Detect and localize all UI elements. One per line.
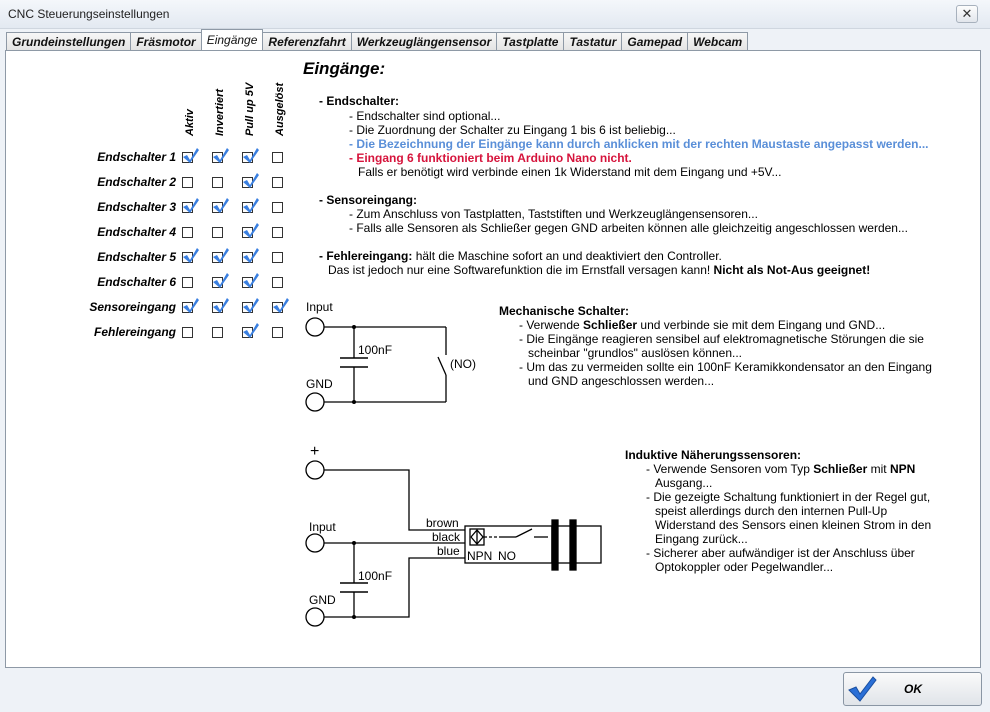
column-header-aktiv: Aktiv [184,109,196,136]
wire-blue-label: blue [437,544,460,558]
row-label-sensoreingang: Sensoreingang [89,300,176,314]
checkbox-invertiert-row-2[interactable] [212,177,223,188]
column-header-pullup: Pull up 5V [244,82,256,136]
diagram2-gnd-label: GND [309,593,336,607]
tab-eingaenge[interactable]: Eingänge [201,29,264,50]
checkbox-aktiv-row-3[interactable] [182,202,193,213]
checkbox-ausgeloest-row-1[interactable] [272,152,283,163]
column-header-invertiert: Invertiert [214,88,226,136]
tab-tastatur[interactable]: Tastatur [563,32,622,50]
checkbox-invertiert-row-7[interactable] [212,302,223,313]
diagram2-cap-label: 100nF [358,569,393,583]
sensor-line-2: - Falls alle Sensoren als Schließer gegen GND arbeiten können alle gleichzeitig angeschlossen werden... [349,221,908,235]
fehler-line-2 [328,263,870,277]
row-label-endschalter-4: Endschalter 4 [97,225,176,239]
checkbox-ausgeloest-row-8[interactable] [272,327,283,338]
mech-line-2b: scheinbar "grundlos" auslösen können... [528,346,742,360]
checkbox-pullup-row-2[interactable] [242,177,253,188]
mech-line-3b: und GND angeschlossen werden... [528,374,715,388]
sensor-line-1: - Zum Anschluss von Tastplatten, Taststiften und Werkzeuglängensensoren... [349,207,758,221]
fehler-line-1 [319,249,722,263]
gnd-terminal [306,393,324,411]
diagram1-gnd-label: GND [306,377,333,391]
checkbox-aktiv-row-1[interactable] [182,152,193,163]
ok-button-label: OK [904,682,922,696]
sensor-title: - Sensoreingang: [319,193,418,207]
checkmark-icon [212,197,230,214]
checkmark-icon [242,322,260,339]
sensor-nut-2 [570,520,576,570]
tab-bar [6,30,747,50]
induktiv-line-2b: speist allerdings durch den internen Pull-Up [655,504,888,518]
checkmark-icon [242,222,260,239]
checkbox-pullup-row-1[interactable] [242,152,253,163]
input-terminal [306,318,324,336]
diagram1-input-label: Input [306,300,333,314]
checkmark-icon [242,197,260,214]
checkbox-ausgeloest-row-6[interactable] [272,277,283,288]
wire-black-label: black [432,530,461,544]
induktiv-line-1: - Verwende Sensoren vom Typ Schließer mit NPN [646,462,916,476]
checkmark-icon [212,272,230,289]
switch-contact [438,357,446,375]
row-label-endschalter-6: Endschalter 6 [97,275,176,289]
checkmark-icon [212,297,230,314]
mech-line-2: - Die Eingänge reagieren sensibel auf elektromagnetische Störungen die sie [519,332,924,346]
checkbox-ausgeloest-row-7[interactable] [272,302,283,313]
mech-title: Mechanische Schalter: [499,304,630,318]
checkbox-aktiv-row-4[interactable] [182,227,193,238]
checkbox-pullup-row-7[interactable] [242,302,253,313]
tab-grundeinstellungen[interactable]: Grundeinstellungen [6,32,131,50]
checkbox-aktiv-row-6[interactable] [182,277,193,288]
fehler-text: hält die Maschine sofort an und deaktiviert den Controller. [415,249,722,263]
induktiv-line-2: - Die gezeigte Schaltung funktioniert in der Regel gut, [646,490,931,504]
checkmark-icon [272,297,290,314]
checkmark-icon [182,147,200,164]
checkbox-pullup-row-3[interactable] [242,202,253,213]
fehler-warning-bold: Nicht als Not-Aus geeignet! [713,263,871,277]
checkmark-icon [242,297,260,314]
sensor-nut-1 [552,520,558,570]
checkbox-invertiert-row-1[interactable] [212,152,223,163]
induktiv-line-2d: Eingang zurück... [655,532,748,546]
checkmark-icon [182,297,200,314]
tab-referenzfahrt[interactable]: Referenzfahrt [262,32,351,50]
checkbox-invertiert-row-8[interactable] [212,327,223,338]
inductive-sensor-diagram [296,441,616,641]
section-heading: Eingänge: [303,59,386,78]
tab-tastplatte[interactable]: Tastplatte [496,32,564,50]
tab-werkzeuglaengensensor[interactable]: Werkzeuglängensensor [351,32,497,50]
mechanical-switch-diagram [296,291,496,416]
diagram1-cap-label: 100nF [358,343,393,357]
checkbox-ausgeloest-row-4[interactable] [272,227,283,238]
fehler-warning: Das ist jedoch nur eine Softwarefunktion die im Ernstfall versagen kann! [328,263,711,277]
checkbox-aktiv-row-2[interactable] [182,177,193,188]
endschalter-line-5: Falls er benötigt wird verbinde einen 1k Widerstand mit dem Eingang und +5V... [358,165,782,179]
checkmark-icon [846,674,878,704]
close-button[interactable]: ✕ [956,5,978,23]
endschalter-line-3: - Die Bezeichnung der Eingänge kann durch anklicken mit der rechten Maustaste angepasst werden... [349,137,929,151]
sensor-switch [516,529,532,537]
checkbox-aktiv-row-5[interactable] [182,252,193,263]
induktiv-line-3: - Sicherer aber aufwändiger ist der Anschluss über [646,546,915,560]
ok-button[interactable] [843,672,982,706]
checkmark-icon [182,247,200,264]
wire-brown-label: brown [426,516,459,530]
tab-gamepad[interactable]: Gamepad [621,32,688,50]
checkmark-icon [242,172,260,189]
checkbox-ausgeloest-row-2[interactable] [272,177,283,188]
diagram1-switch-label: (NO) [450,357,476,371]
row-label-endschalter-2: Endschalter 2 [97,175,176,189]
plus-terminal [306,461,324,479]
sensor-no-label: NO [498,549,516,563]
induktiv-line-3b: Optokoppler oder Pegelwandler... [655,560,834,574]
endschalter-line-4: - Eingang 6 funktioniert beim Arduino Nano nicht. [349,151,632,165]
mech-line-1: - Verwende Schließer und verbinde sie mit dem Eingang und GND... [519,318,886,332]
checkbox-invertiert-row-5[interactable] [212,252,223,263]
checkbox-ausgeloest-row-5[interactable] [272,252,283,263]
window-title: CNC Steuerungseinstellungen [8,7,170,21]
checkbox-invertiert-row-3[interactable] [212,202,223,213]
checkbox-invertiert-row-6[interactable] [212,277,223,288]
row-label-endschalter-3: Endschalter 3 [97,200,176,214]
endschalter-line-1: - Endschalter sind optional... [349,109,501,123]
title-bar [0,0,990,29]
checkmark-icon [212,147,230,164]
checkbox-pullup-row-6[interactable] [242,277,253,288]
input-terminal-2 [306,534,324,552]
mech-line-3: - Um das zu vermeiden sollte ein 100nF Keramikkondensator an den Eingang [519,360,932,374]
diagram2-input-label: Input [309,520,336,534]
induktiv-title: Induktive Näherungssensoren: [625,448,802,462]
induktiv-line-1b: Ausgang... [655,476,713,490]
row-label-endschalter-5: Endschalter 5 [97,250,176,264]
row-label-endschalter-1: Endschalter 1 [97,150,176,164]
tab-fraesmotor[interactable]: Fräsmotor [130,32,201,50]
checkmark-icon [182,197,200,214]
checkmark-icon [212,247,230,264]
checkmark-icon [242,272,260,289]
checkbox-aktiv-row-8[interactable] [182,327,193,338]
gnd-terminal-2 [306,608,324,626]
induktiv-line-2c: Widerstand des Sensors einen kleinen Strom in den [655,518,932,532]
fehler-title: - Fehlereingang: [319,249,413,263]
checkbox-pullup-row-4[interactable] [242,227,253,238]
checkbox-invertiert-row-4[interactable] [212,227,223,238]
checkbox-ausgeloest-row-3[interactable] [272,202,283,213]
diagram2-plus-label: + [310,443,320,460]
checkmark-icon [242,147,260,164]
checkbox-pullup-row-5[interactable] [242,252,253,263]
column-header-ausgeloest: Ausgelöst [274,82,286,136]
checkbox-pullup-row-8[interactable] [242,327,253,338]
sensor-npn-label: NPN [467,549,493,563]
tab-webcam[interactable]: Webcam [687,32,748,50]
tab-panel-eingaenge [5,50,981,668]
endschalter-title: - Endschalter: [319,94,400,108]
checkbox-aktiv-row-7[interactable] [182,302,193,313]
row-label-fehlereingang: Fehlereingang [93,325,176,339]
endschalter-line-2: - Die Zuordnung der Schalter zu Eingang 1 bis 6 ist beliebig... [349,123,676,137]
checkmark-icon [242,247,260,264]
